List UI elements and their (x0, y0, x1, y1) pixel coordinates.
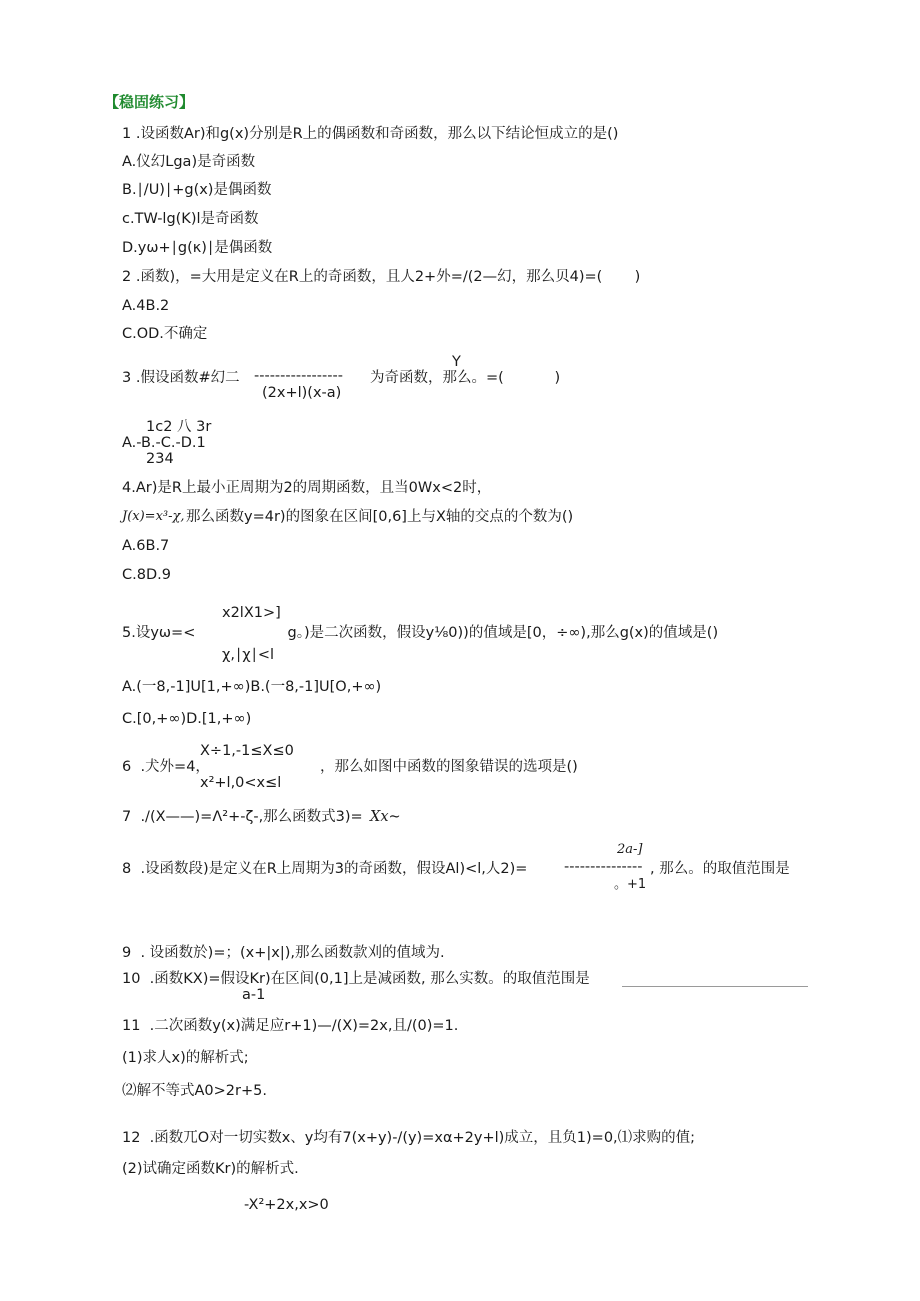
question-7-stem: 7 ./(X——)=Λ²+-ζ-,那么函数式3)= (122, 809, 363, 825)
question-3-numerator: Y (452, 354, 461, 370)
question-3-options-numerators: 1c2 八 3r (146, 419, 212, 435)
question-8-fraction-bar: --------------- (564, 859, 643, 875)
question-11-part-1: (1)求人x)的解析式; (122, 1050, 249, 1066)
question-4-function: J(x)=x³-χ, (122, 509, 185, 524)
question-6-stem: 6 .犬外=4， (122, 759, 210, 775)
question-9-stem: 9 . 设函数於)=；(x+|x|),那么函数款刈的值域为. (122, 945, 445, 961)
question-3-options: A.-B.-C.-D.1 (122, 435, 206, 451)
question-8-numerator: 2a-] (617, 842, 643, 857)
question-10-stem: 10 .函数KX)=假设Kr)在区间(0,1]上是减函数, 那么实数。的取值范围是 (122, 971, 590, 987)
question-5-options-ab: A.(一8,-1]U[1,+∞)B.(一8,-1]U[O,+∞) (122, 679, 382, 695)
question-6-piece-upper: X÷1,-1≤X≤0 (200, 743, 294, 759)
question-3-stem: 3 .假设函数#幻二 (122, 370, 240, 386)
question-1-option-b: B.∣∕U)∣+g(x)是偶函数 (122, 182, 272, 198)
question-3-denominator: (2x+l)(x-a) (262, 385, 342, 401)
question-1-option-a: A.仪幻Lga)是奇函数 (122, 154, 256, 170)
question-3-options-denominators: 234 (146, 451, 174, 467)
question-1-option-c: c.TW-lg(K)l是奇函数 (122, 211, 259, 227)
question-6-piece-lower: x²+l,0<x≤l (200, 775, 282, 791)
question-11-part-2: ⑵解不等式A0>2r+5. (122, 1083, 267, 1099)
question-8-stem: 8 .设函数段)是定义在R上周期为3的奇函数，假设Al)<l,人2)= (122, 861, 528, 877)
question-5-options-cd: C.[0,+∞)D.[1,+∞) (122, 711, 252, 727)
question-2-options-ab: A.4B.2 (122, 298, 170, 314)
question-2-stem: 2 .函数)，=大用是定义在R上的奇函数，且人2+外=/(2—幻，那么贝4)=( ) (122, 269, 641, 285)
question-2-options-cd: C.OD.不确定 (122, 326, 208, 342)
question-5-stem: 5.设yω=< g。)是二次函数，假设y⅛0))的值域是[0，÷∞),那么g(x)的值域是() (122, 625, 719, 641)
question-4-options-ab: A.6B.7 (122, 538, 170, 554)
next-question-expression: -X²+2x,x>0 (244, 1197, 329, 1213)
question-12-part-2: (2)试确定函数Kr)的解析式. (122, 1161, 299, 1177)
question-1-option-d: D.yω+∣g(κ)∣是偶函数 (122, 240, 273, 256)
question-4-line-1: 4.Ar)是R上最小正周期为2的周期函数，且当0Wx<2时， (122, 480, 492, 496)
question-10-denominator: a-1 (242, 987, 266, 1003)
question-4-line-2: 那么函数y=4r)的图象在区间[0,6]上与X轴的交点的个数为() (186, 509, 574, 525)
question-5-piece-upper: x2lX1>] (222, 605, 281, 621)
question-7-tail: Xx~ (370, 809, 401, 825)
answer-blank-line (622, 986, 808, 987)
question-4-options-cd: C.8D.9 (122, 567, 171, 583)
question-5-piece-lower: χ,∣χ∣<l (222, 647, 275, 663)
question-8-stem-tail: , 那么。的取值范围是 (650, 861, 790, 877)
question-6-stem-tail: ，那么如图中函数的图象错误的选项是() (320, 759, 578, 775)
question-3-stem-tail: 为奇函数，那么。=( ) (370, 370, 561, 386)
question-1-stem: 1 .设函数Ar)和g(x)分别是R上的偶函数和奇函数，那么以下结论恒成立的是() (122, 126, 619, 142)
section-heading: 【稳固练习】 (104, 93, 195, 111)
question-12-stem: 12 .函数兀O对一切实数x、y均有7(x+y)-∕(y)=xα+2y+l)成立，且负1)=0,⑴求购的值; (122, 1130, 696, 1146)
question-3-fraction-bar: ----------------- (254, 368, 343, 384)
question-11-stem: 11 .二次函数y(x)满足应r+1)—/(X)=2x,且/(0)=1. (122, 1018, 459, 1034)
question-8-denominator: 。+1 (614, 877, 647, 892)
